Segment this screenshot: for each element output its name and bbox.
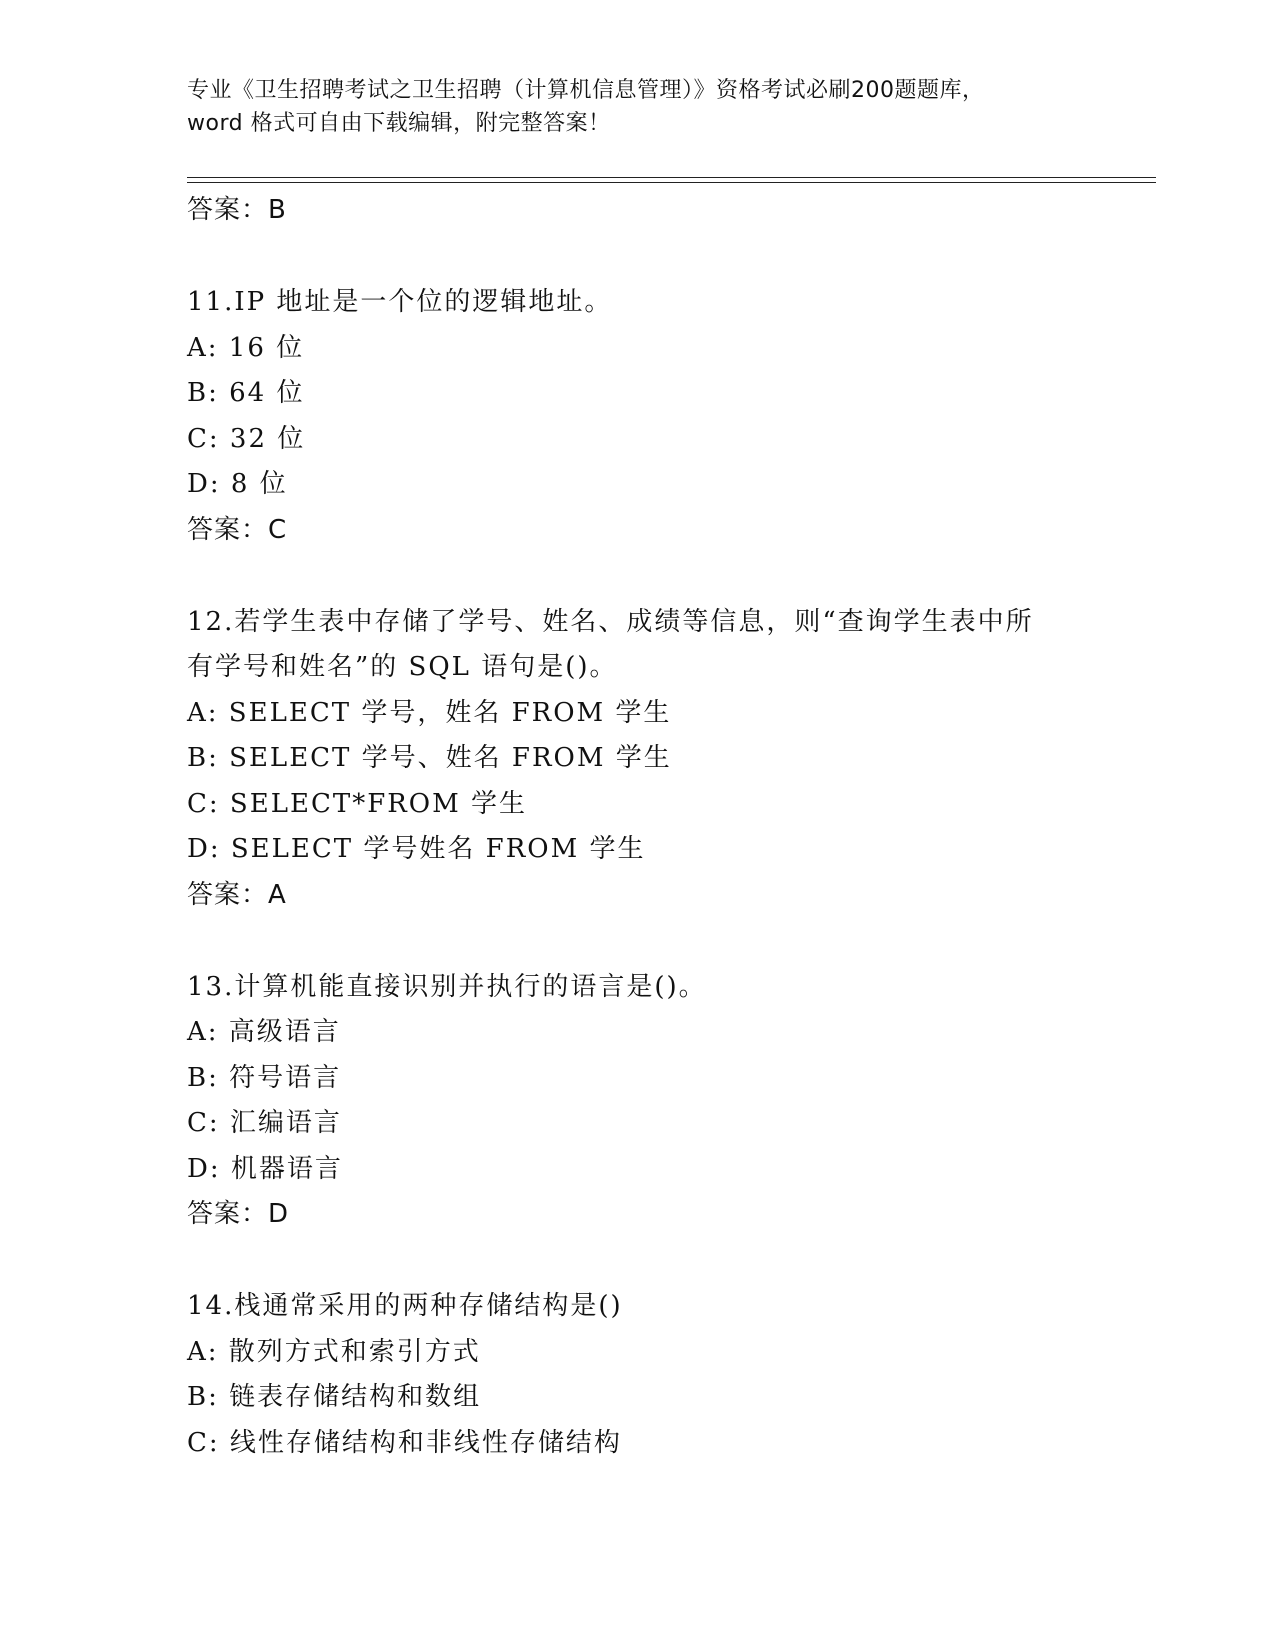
answer-line: 答案：A	[187, 879, 287, 910]
option-a: A: SELECT 学号，姓名 FROM 学生	[187, 697, 672, 728]
option-a: A: 散列方式和索引方式	[187, 1336, 481, 1367]
question-text: 14.栈通常采用的两种存储结构是()	[187, 1291, 623, 1321]
option-b: B: 符号语言	[187, 1062, 342, 1093]
header-divider-top	[187, 177, 1156, 178]
header-line-1: 专业《卫生招聘考试之卫生招聘（计算机信息管理）》资格考试必刷200题题库，	[187, 78, 985, 103]
question-list	[187, 188, 1087, 1466]
question-text: 12.若学生表中存储了学号、姓名、成绩等信息，则“查询学生表中所有学号和姓名”的 SQL 语句是()。	[187, 606, 1034, 682]
question-item	[187, 1284, 1087, 1466]
spacer	[187, 918, 1087, 965]
option-b: B: 链表存储结构和数组	[187, 1382, 482, 1412]
option-c: C: 线性存储结构和非线性存储结构	[187, 1427, 622, 1458]
document-header	[187, 74, 1087, 140]
option-b: B: SELECT 学号、姓名 FROM 学生	[187, 743, 672, 773]
answer-line: 答案：B	[187, 195, 287, 225]
question-item	[187, 280, 1087, 553]
option-d: D: 8 位	[187, 469, 288, 499]
spacer	[187, 233, 1087, 280]
option-c: C: 汇编语言	[187, 1108, 342, 1138]
option-a: A: 高级语言	[187, 1017, 341, 1047]
option-a: A: 16 位	[187, 332, 305, 363]
option-d: D: 机器语言	[187, 1153, 343, 1184]
answer-line: 答案：C	[187, 514, 288, 545]
option-d: D: SELECT 学号姓名 FROM 学生	[187, 834, 646, 864]
spacer	[187, 553, 1087, 600]
option-c: C: 32 位	[187, 423, 306, 454]
option-b: B: 64 位	[187, 378, 305, 408]
option-c: C: SELECT*FROM 学生	[187, 788, 528, 819]
spacer	[187, 1237, 1087, 1284]
question-text: 11.IP 地址是一个位的逻辑地址。	[187, 287, 613, 317]
answer-line: 答案：D	[187, 1199, 290, 1229]
question-item	[187, 965, 1087, 1238]
header-line-2: word 格式可自由下载编辑，附完整答案！	[187, 111, 611, 136]
question-text: 13.计算机能直接识别并执行的语言是()。	[187, 971, 707, 1002]
header-divider-bottom	[187, 182, 1156, 183]
question-item	[187, 600, 1087, 918]
